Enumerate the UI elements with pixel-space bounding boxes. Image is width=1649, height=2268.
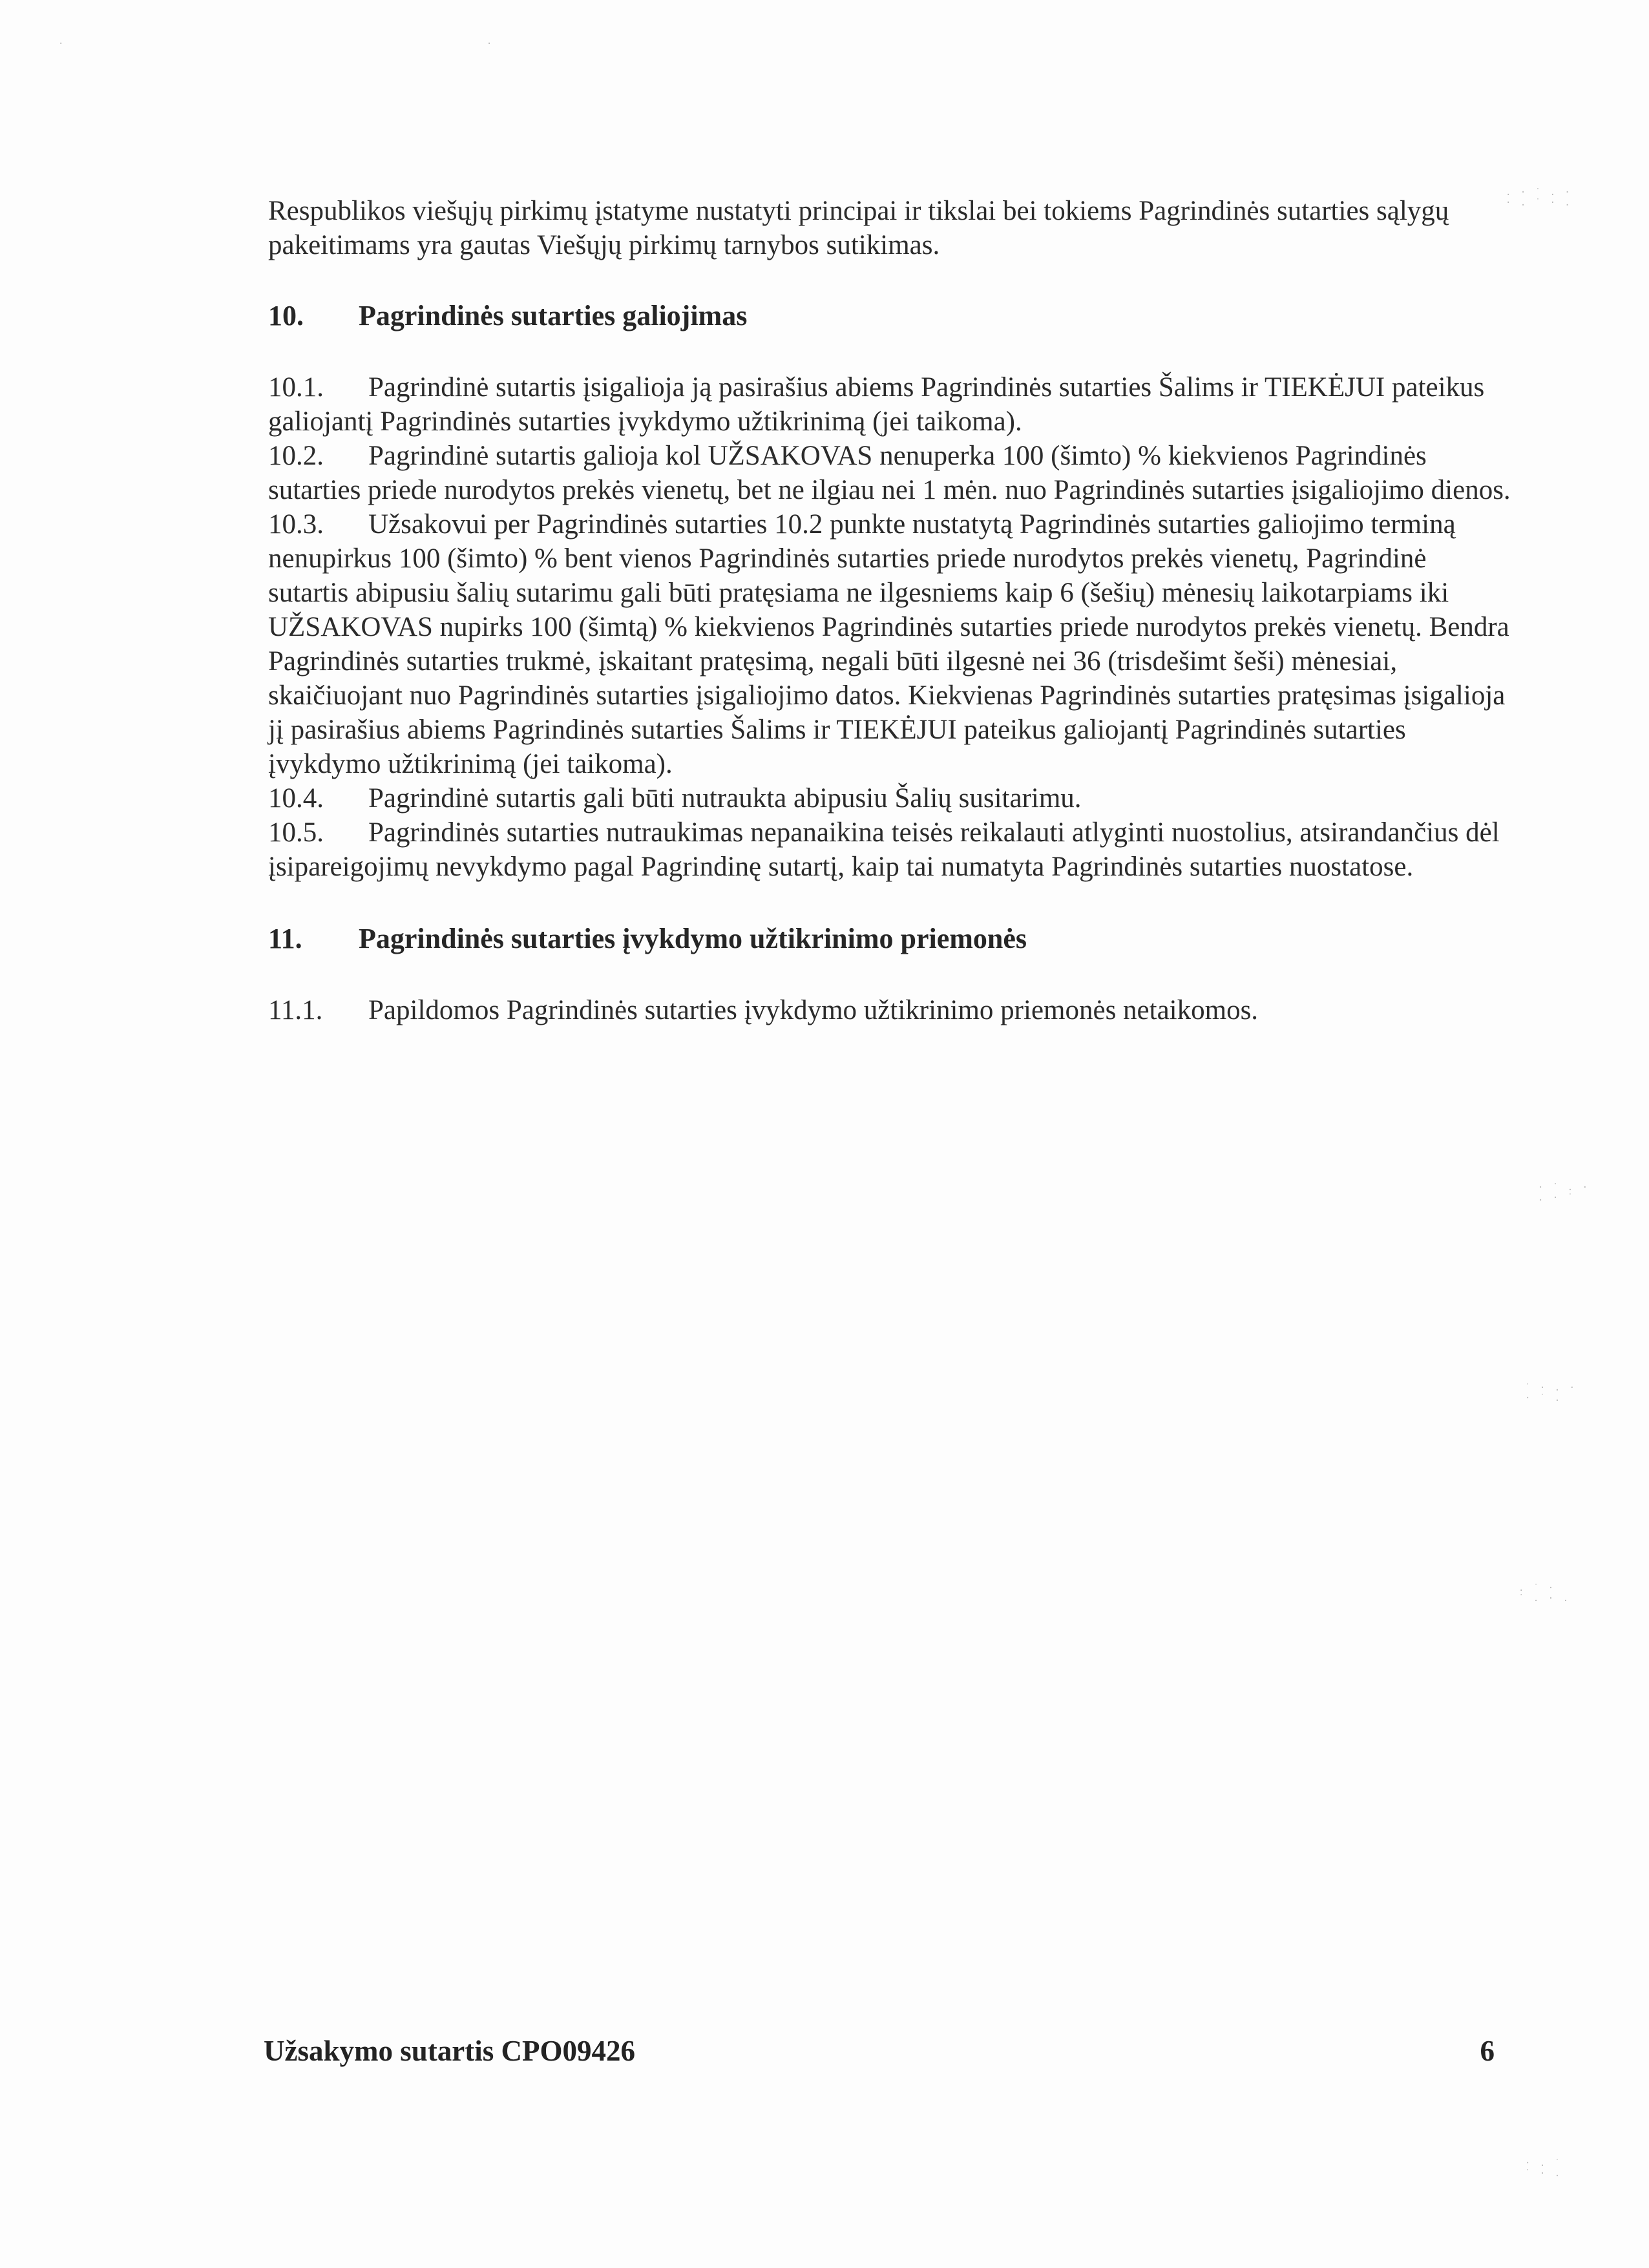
scan-speck-right-2: · ˙ . · . · ˙ — [1538, 1182, 1590, 1203]
scan-speck-right-4: . ˙ · ˙ . · . — [1518, 1583, 1571, 1604]
page-footer — [264, 2034, 1495, 2068]
section-11 — [268, 921, 1512, 1027]
clause-10-2 — [268, 439, 1512, 507]
clause-10-4 — [268, 781, 1512, 815]
page-number: 6 — [1480, 2035, 1495, 2067]
clause-number: 10.4. — [268, 783, 324, 814]
intro-paragraph: Respublikos viešųjų pirkimų įstatyme nustatyti principai ir tikslai bei tokiems Pagrindinės sutarties sąlygų pakeitimams yra gautas Viešųjų pirkimų tarnybos sutikimas. — [268, 196, 1449, 260]
section-number: 11. — [268, 923, 302, 954]
clause-number: 10.1. — [268, 372, 324, 403]
section-title: Pagrindinės sutarties galiojimas — [359, 300, 748, 331]
clause-10-1 — [268, 370, 1512, 439]
clause-text: Pagrindinė sutartis gali būti nutraukta abipusiu Šalių susitarimu. — [368, 783, 1082, 814]
section-title: Pagrindinės sutarties įvykdymo užtikrinimo priemonės — [359, 923, 1027, 954]
clause-text: Pagrindinė sutartis galioja kol UŽSAKOVAS nenuperka 100 (šimto) % kiekvienos Pagrindinės sutarties priede nurodytos prekės vienetų, bet ne ilgiau nei 1 mėn. nuo Pagrindinės sutarties įsigaliojimo dienos. — [268, 441, 1511, 505]
footer-title: Užsakymo sutartis CPO09426 — [264, 2035, 635, 2067]
clause-text: Pagrindinė sutartis įsigalioja ją pasirašius abiems Pagrindinės sutarties Šalims ir TIEKĖJUI pateikus galiojantį Pagrindinės sutarties įvykdymo užtikrinimą (jei taikoma). — [268, 372, 1485, 437]
scan-speck-right-1: . · ˙ . · · . ˙ · . — [1506, 187, 1572, 208]
section-number: 10. — [268, 300, 304, 331]
clause-text: Užsakovui per Pagrindinės sutarties 10.2 punkte nustatytą Pagrindinės sutarties galiojimo terminą nenupirkus 100 (šimto) % bent vienos Pagrindinės sutarties priede nurodytos prekės vienetų, Pagrindinė sutartis abipusiu šalių sutarimu gali būti pratęsiama ne ilgesniems kaip 6 (šešių) mėnesių laikotarpiams iki UŽSAKOVAS nupirks 100 (šimtą) % kiekvienos Pagrindinės sutarties priede nurodytos prekės vienetų. Bendra Pagrindinės sutarties trukmė, įskaitant pratęsimą, negali būti ilgesnė nei 36 (trisdešimt šeši) mėnesiai, skaičiuojant nuo Pagrindinės sutarties įsigaliojimo datos. Kiekvienas Pagrindinės sutarties pratęsimas įsigalioja jį pasirašius abiems Pagrindinės sutarties Šalims ir TIEKĖJUI pateikus galiojantį Pagrindinės sutarties įvykdymo užtikrinimą (jei taikoma). — [268, 509, 1509, 779]
section-heading — [268, 921, 1512, 956]
section-10 — [268, 299, 1512, 884]
clause-text: Papildomos Pagrindinės sutarties įvykdymo užtikrinimo priemonės netaikomos. — [368, 995, 1259, 1025]
scan-speck-top: · · — [58, 39, 494, 49]
clause-11-1 — [268, 993, 1512, 1027]
document-body — [268, 194, 1512, 1065]
clause-number: 10.5. — [268, 817, 324, 848]
clause-number: 11.1. — [268, 995, 323, 1025]
clause-number: 10.2. — [268, 441, 324, 471]
clause-number: 10.3. — [268, 509, 324, 540]
clause-10-5 — [268, 815, 1512, 884]
clause-text: Pagrindinės sutarties nutraukimas nepanaikina teisės reikalauti atlyginti nuostolius, atsirandančius dėl įsipareigojimų nevykdymo pagal Pagrindinę sutartį, kaip tai numatyta Pagrindinės sutarties nuostatose. — [268, 817, 1500, 882]
section-heading — [268, 299, 1512, 333]
scan-speck-right-3: ˙ · . · · ˙ . — [1525, 1383, 1577, 1403]
clause-10-3 — [268, 507, 1512, 781]
scan-speck-right-5: · . ˙ ˙ · . — [1525, 2158, 1562, 2179]
